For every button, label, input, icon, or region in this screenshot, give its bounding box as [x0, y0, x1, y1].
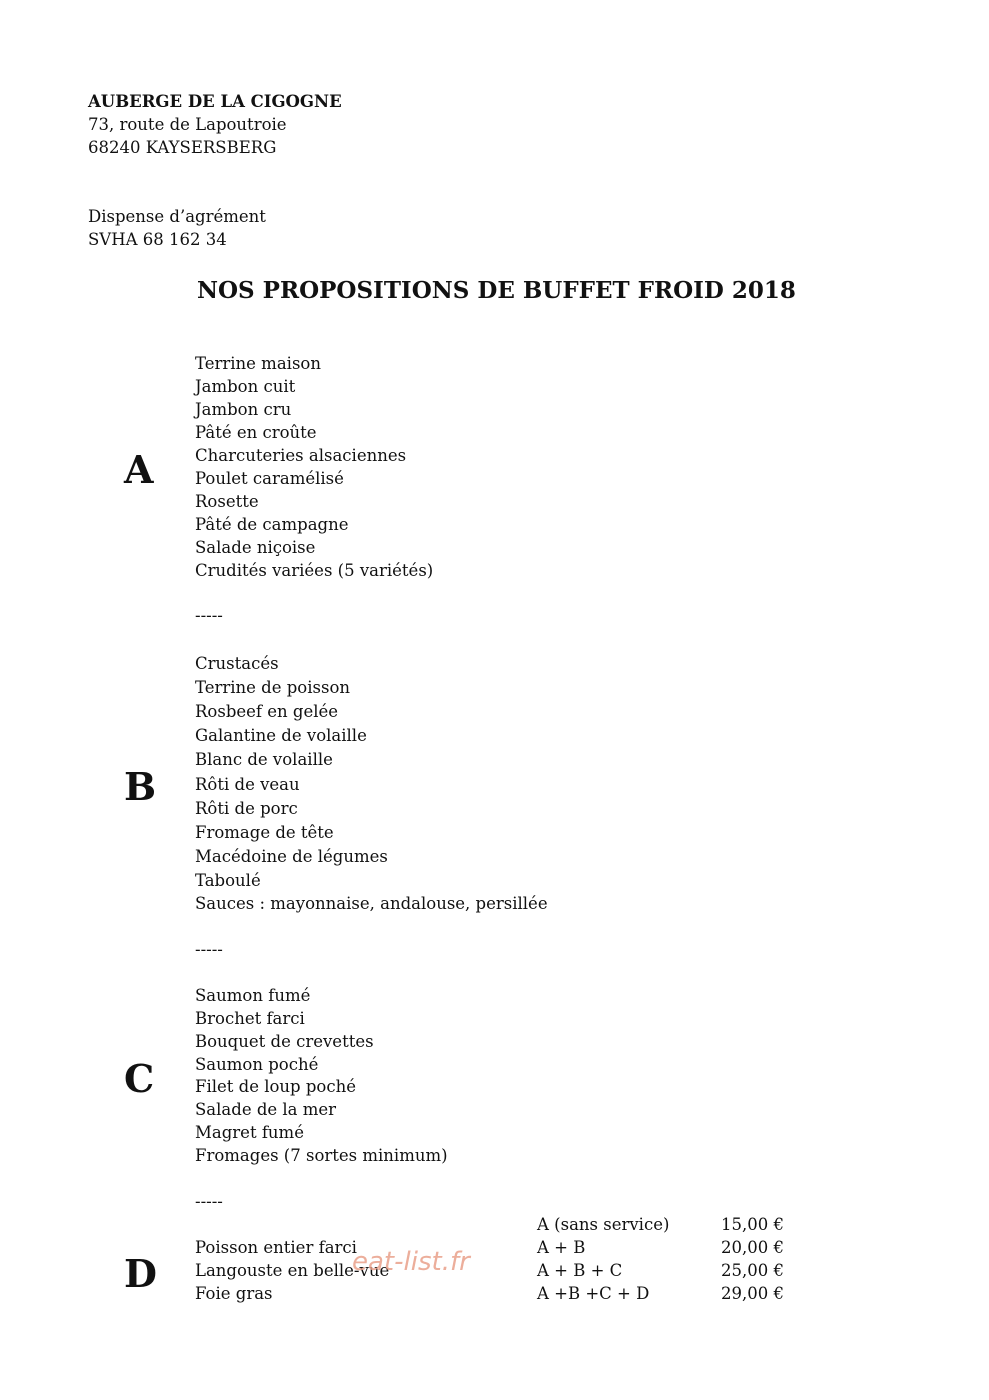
section-b-item: Rôti de porc — [195, 799, 298, 818]
section-letter-c: C — [124, 1056, 155, 1101]
section-c-item: Filet de loup poché — [195, 1077, 356, 1096]
section-letter-b: B — [124, 764, 157, 809]
separator: ----- — [195, 1192, 223, 1211]
section-b-item: Terrine de poisson — [195, 678, 351, 697]
price-value: 20,00 € — [721, 1238, 784, 1257]
section-b-item: Sauces : mayonnaise, andalouse, persillée — [195, 894, 548, 913]
section-b-item: Rôti de veau — [195, 775, 300, 794]
section-c-item: Fromages (7 sortes minimum) — [195, 1146, 448, 1165]
section-c-item: Saumon fumé — [195, 986, 311, 1005]
section-a-item: Charcuteries alsaciennes — [195, 446, 407, 465]
restaurant-city: 68240 KAYSERSBERG — [88, 138, 277, 157]
section-b-item: Blanc de volaille — [195, 750, 333, 769]
section-a-item: Jambon cru — [195, 400, 292, 419]
section-b-item: Taboulé — [195, 871, 261, 890]
restaurant-address: 73, route de Lapoutroie — [88, 115, 287, 134]
section-c-item: Magret fumé — [195, 1123, 304, 1142]
section-c-item: Bouquet de crevettes — [195, 1032, 374, 1051]
section-letter-a: A — [124, 447, 154, 492]
section-d-item: Poisson entier farci — [195, 1238, 357, 1257]
section-c-item: Salade de la mer — [195, 1100, 337, 1119]
separator: ----- — [195, 940, 223, 959]
price-value: 25,00 € — [721, 1261, 784, 1280]
section-c-item: Saumon poché — [195, 1055, 319, 1074]
section-a-item: Crudités variées (5 variétés) — [195, 561, 434, 580]
section-c-item: Brochet farci — [195, 1009, 305, 1028]
section-b-item: Rosbeef en gelée — [195, 702, 339, 721]
price-label: A + B — [537, 1238, 586, 1257]
restaurant-name: AUBERGE DE LA CIGOGNE — [88, 92, 342, 111]
section-a-item: Salade niçoise — [195, 538, 316, 557]
section-a-item: Rosette — [195, 492, 259, 511]
price-value: 29,00 € — [721, 1284, 784, 1303]
section-d-item: Langouste en belle-vue — [195, 1261, 390, 1280]
price-label: A (sans service) — [537, 1215, 670, 1234]
price-value: 15,00 € — [721, 1215, 784, 1234]
section-b-item: Fromage de tête — [195, 823, 334, 842]
separator: ----- — [195, 606, 223, 625]
svha-number: SVHA 68 162 34 — [88, 230, 227, 249]
section-a-item: Jambon cuit — [195, 377, 296, 396]
section-d-item: Foie gras — [195, 1284, 273, 1303]
watermark: eat-list.fr — [352, 1247, 470, 1277]
section-b-item: Galantine de volaille — [195, 726, 367, 745]
dispense-label: Dispense d’agrément — [88, 207, 266, 226]
section-a-item: Pâté de campagne — [195, 515, 349, 534]
section-a-item: Poulet caramélisé — [195, 469, 344, 488]
section-a-item: Terrine maison — [195, 354, 321, 373]
section-b-item: Macédoine de légumes — [195, 847, 388, 866]
price-label: A +B +C + D — [537, 1284, 650, 1303]
price-label: A + B + C — [537, 1261, 623, 1280]
section-letter-d: D — [124, 1251, 157, 1296]
page-title: NOS PROPOSITIONS DE BUFFET FROID 2018 — [197, 277, 796, 304]
section-a-item: Pâté en croûte — [195, 423, 317, 442]
section-b-item: Crustacés — [195, 654, 279, 673]
